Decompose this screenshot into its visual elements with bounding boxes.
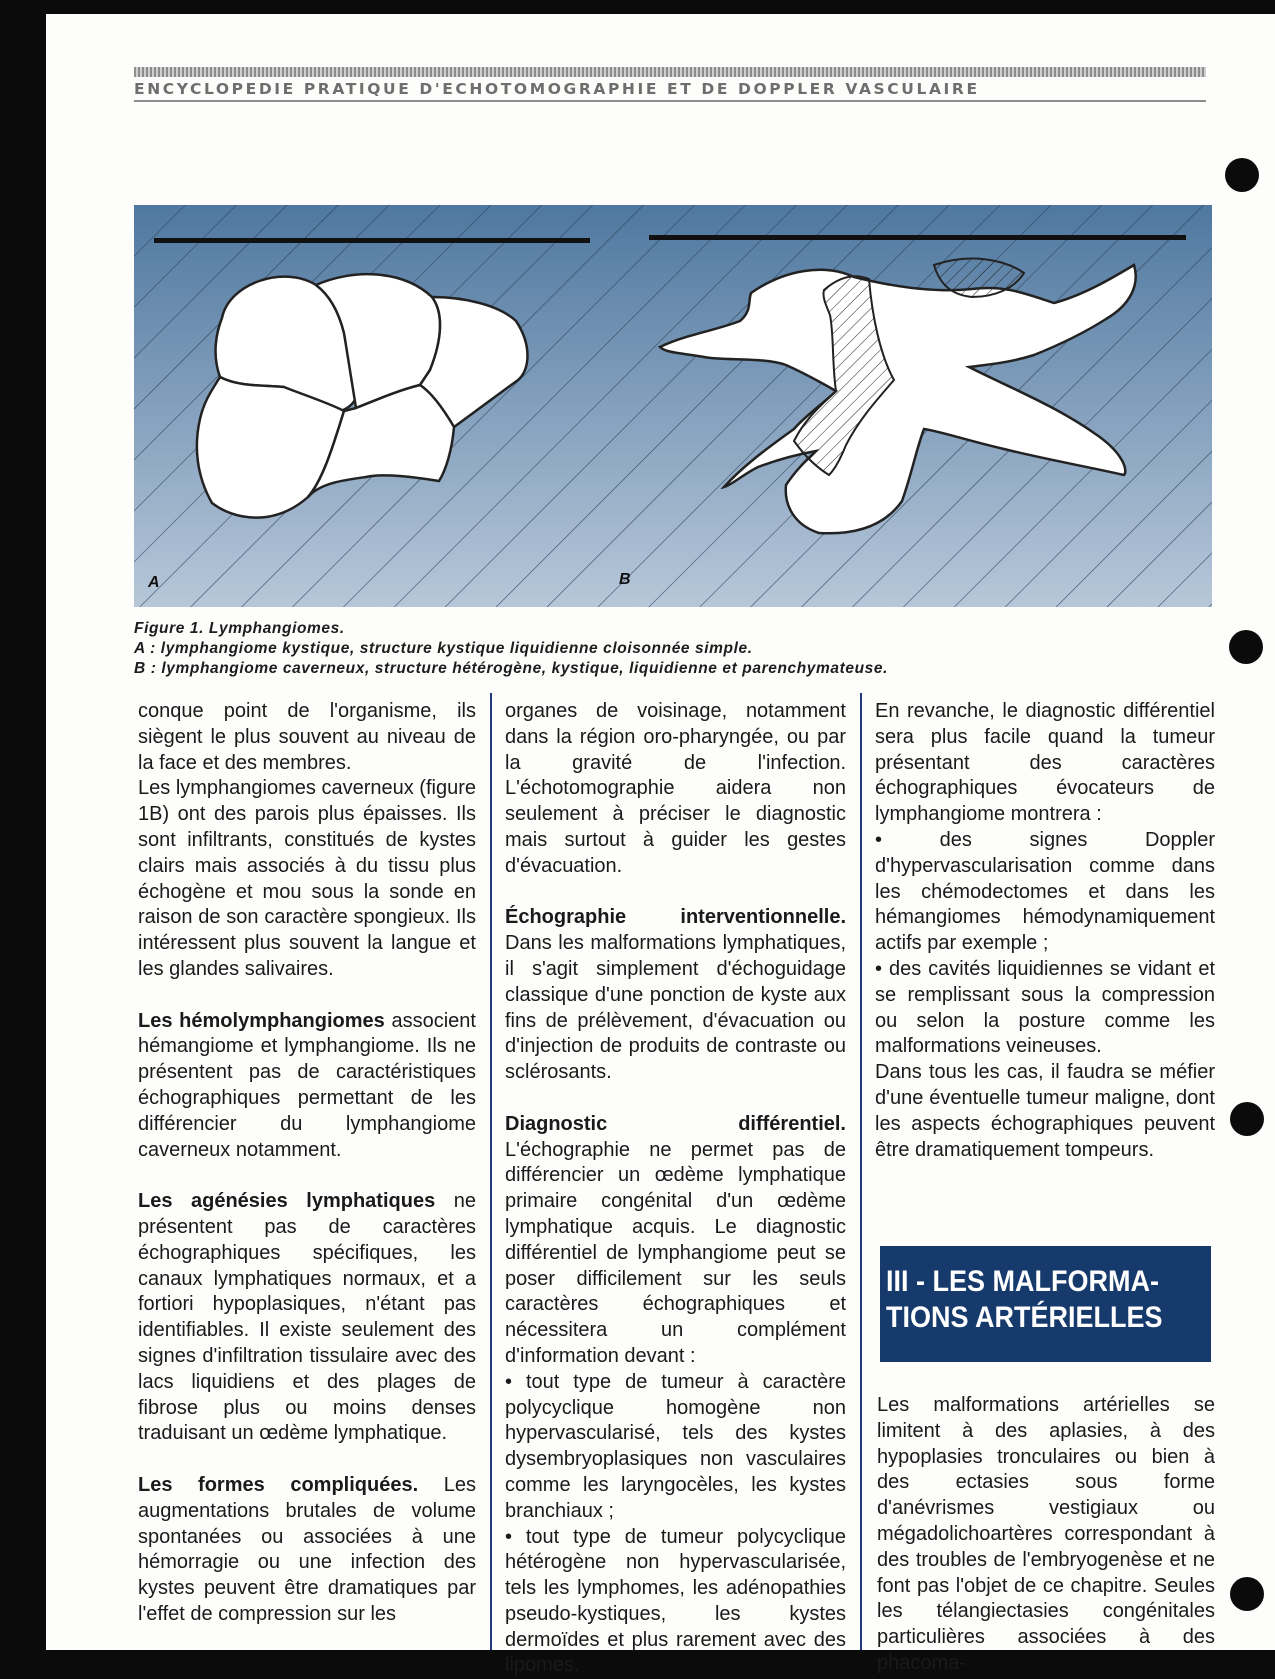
probe-line-b [649, 235, 1186, 240]
paragraph-heading: Diagnostic différentiel. [505, 1113, 846, 1135]
paragraph: Dans tous les cas, il faudra se méfier d'une éventuelle tumeur maligne, dont les aspects échographiques peuvent être dramatiquement tompeurs. [875, 1060, 1215, 1163]
paragraph: organes de voisinage, notamment dans la région oro-pharyngée, ou par la gravité de l'infection. L'échotomographie aidera non seulement à préciser le diagnostic mais surtout à guider les gestes d'évacuation. [505, 699, 846, 880]
bullet-item: • tout type de tumeur à caractère polycyclique homogène non hypervascularisé, tels des kystes dysembryoplasiques non vasculaires comme les laryngocèles, les kystes branchiaux ; [505, 1370, 846, 1525]
column-rule [490, 693, 492, 1650]
caption-title: Figure 1. Lymphangiomes. [134, 619, 1214, 639]
header-texture-bar [134, 67, 1206, 77]
figure-lymphangiomes [134, 205, 1212, 607]
binder-hole [1230, 1577, 1264, 1611]
binder-hole [1230, 1102, 1264, 1136]
paragraph: Échographie interventionnelle. Dans les malformations lymphatiques, il s'agit simplement d'échoguidage classique d'une ponction de kyste aux fins de prélèvement, d'évacuation ou d'injection de produits de contraste ou sclérosants. [505, 905, 846, 1086]
panel-b-label: B [619, 571, 631, 588]
paragraph-heading: Échographie interventionnelle. [505, 906, 846, 928]
binder-hole [1229, 630, 1263, 664]
column-rule [860, 693, 862, 1650]
paragraph: En revanche, le diagnostic différentiel sera plus facile quand la tumeur présentant des caractères échographiques évocateurs de lymphangiome montrera : [875, 699, 1215, 828]
paragraph: Les malformations artérielles se limitent à des aplasies, à des hypoplasies tronculaires ou bien à des ectasies sous forme d'anévrismes vestigiaux ou mégadolichoartères correspondant à des troubles de l'embryogenèse et ne font pas l'objet de ce chapitre. Seules les télangiectasies congénitales particulières associées à des phacoma- [877, 1393, 1215, 1677]
paragraph: Diagnostic différentiel. L'échographie ne permet pas de différencier un œdème lymphatique primaire congénital d'un œdème lymphatique acquis. Le diagnostic différentiel de lymphangiome peut se poser difficilement sur les seuls caractères échographiques et nécessitera un complément d'information devant : [505, 1112, 846, 1370]
bullet-item: • des signes Doppler d'hypervascularisation comme dans les chémodectomes et dans les hémangiomes hémodynamiquement actifs par exemple ; [875, 828, 1215, 957]
section-heading: III - LES MALFORMA- TIONS ARTÉRIELLES [886, 1264, 1174, 1336]
figure-caption [134, 619, 1214, 679]
paragraph: Les formes compliquées. Les augmentations brutales de volume spontanées ou associées à une hémorragie ou une infection des kystes peuvent être dramatiques par l'effet de compression sur les [138, 1473, 476, 1628]
text-column-1 [138, 699, 476, 1650]
caption-line-a: A : lymphangiome kystique, structure kystique liquidienne cloisonnée simple. [134, 639, 1214, 659]
paragraph-heading: Les formes compliquées. [138, 1474, 418, 1496]
paragraph-heading: Les agénésies lymphatiques [138, 1190, 435, 1212]
header-rule [134, 100, 1206, 102]
bullet-item: • tout type de tumeur polycyclique hétérogène non hypervascularisée, tels les lymphomes, les adénopathies pseudo-kystiques, les kystes dermoïdes et plus rarement avec des lipomes. [505, 1525, 846, 1679]
running-header: ENCYCLOPEDIE PRATIQUE D'ECHOTOMOGRAPHIE ET DE DOPPLER VASCULAIRE [134, 80, 1206, 98]
text-column-2 [505, 699, 846, 1650]
paragraph: Les lymphangiomes caverneux (figure 1B) ont des parois plus épaisses. Ils sont infiltrants, constitués de kystes clairs mais associés à du tissu plus échogène et mou sous la sonde en raison de son caractère spongieux. Ils intéressent plus souvent la langue et les glandes salivaires. [138, 776, 476, 982]
bullet-item: • des cavités liquidiennes se vidant et se remplissant sous la compression ou selon la posture comme les malformations veineuses. [875, 957, 1215, 1060]
figure-illustration [134, 205, 1212, 607]
text-column-3-continued [877, 1393, 1215, 1650]
caption-line-b: B : lymphangiome caverneux, structure hétérogène, kystique, liquidienne et parenchymateuse. [134, 659, 1214, 679]
text-column-3 [875, 699, 1215, 1199]
paragraph: conque point de l'organisme, ils siègent le plus souvent au niveau de la face et des membres. [138, 699, 476, 776]
binder-hole [1225, 158, 1259, 192]
paragraph: Les agénésies lymphatiques ne présentent pas de caractères échographiques spécifiques, les canaux lymphatiques normaux, et a fortiori hypoplasiques, n'étant pas identifiables. Il existe seulement des signes d'infiltration tissulaire avec des lacs liquidiens et des plages de fibrose plus ou moins denses traduisant un œdème lymphatique. [138, 1189, 476, 1447]
paragraph: Les hémolymphangiomes associent hémangiome et lymphangiome. Ils ne présentent pas de caractéristiques échographiques permettant de les différencier du lymphangiome caverneux notamment. [138, 1009, 476, 1164]
probe-line-a [154, 238, 590, 243]
panel-a-label: A [147, 574, 160, 591]
paragraph-heading: Les hémolymphangiomes [138, 1010, 385, 1032]
